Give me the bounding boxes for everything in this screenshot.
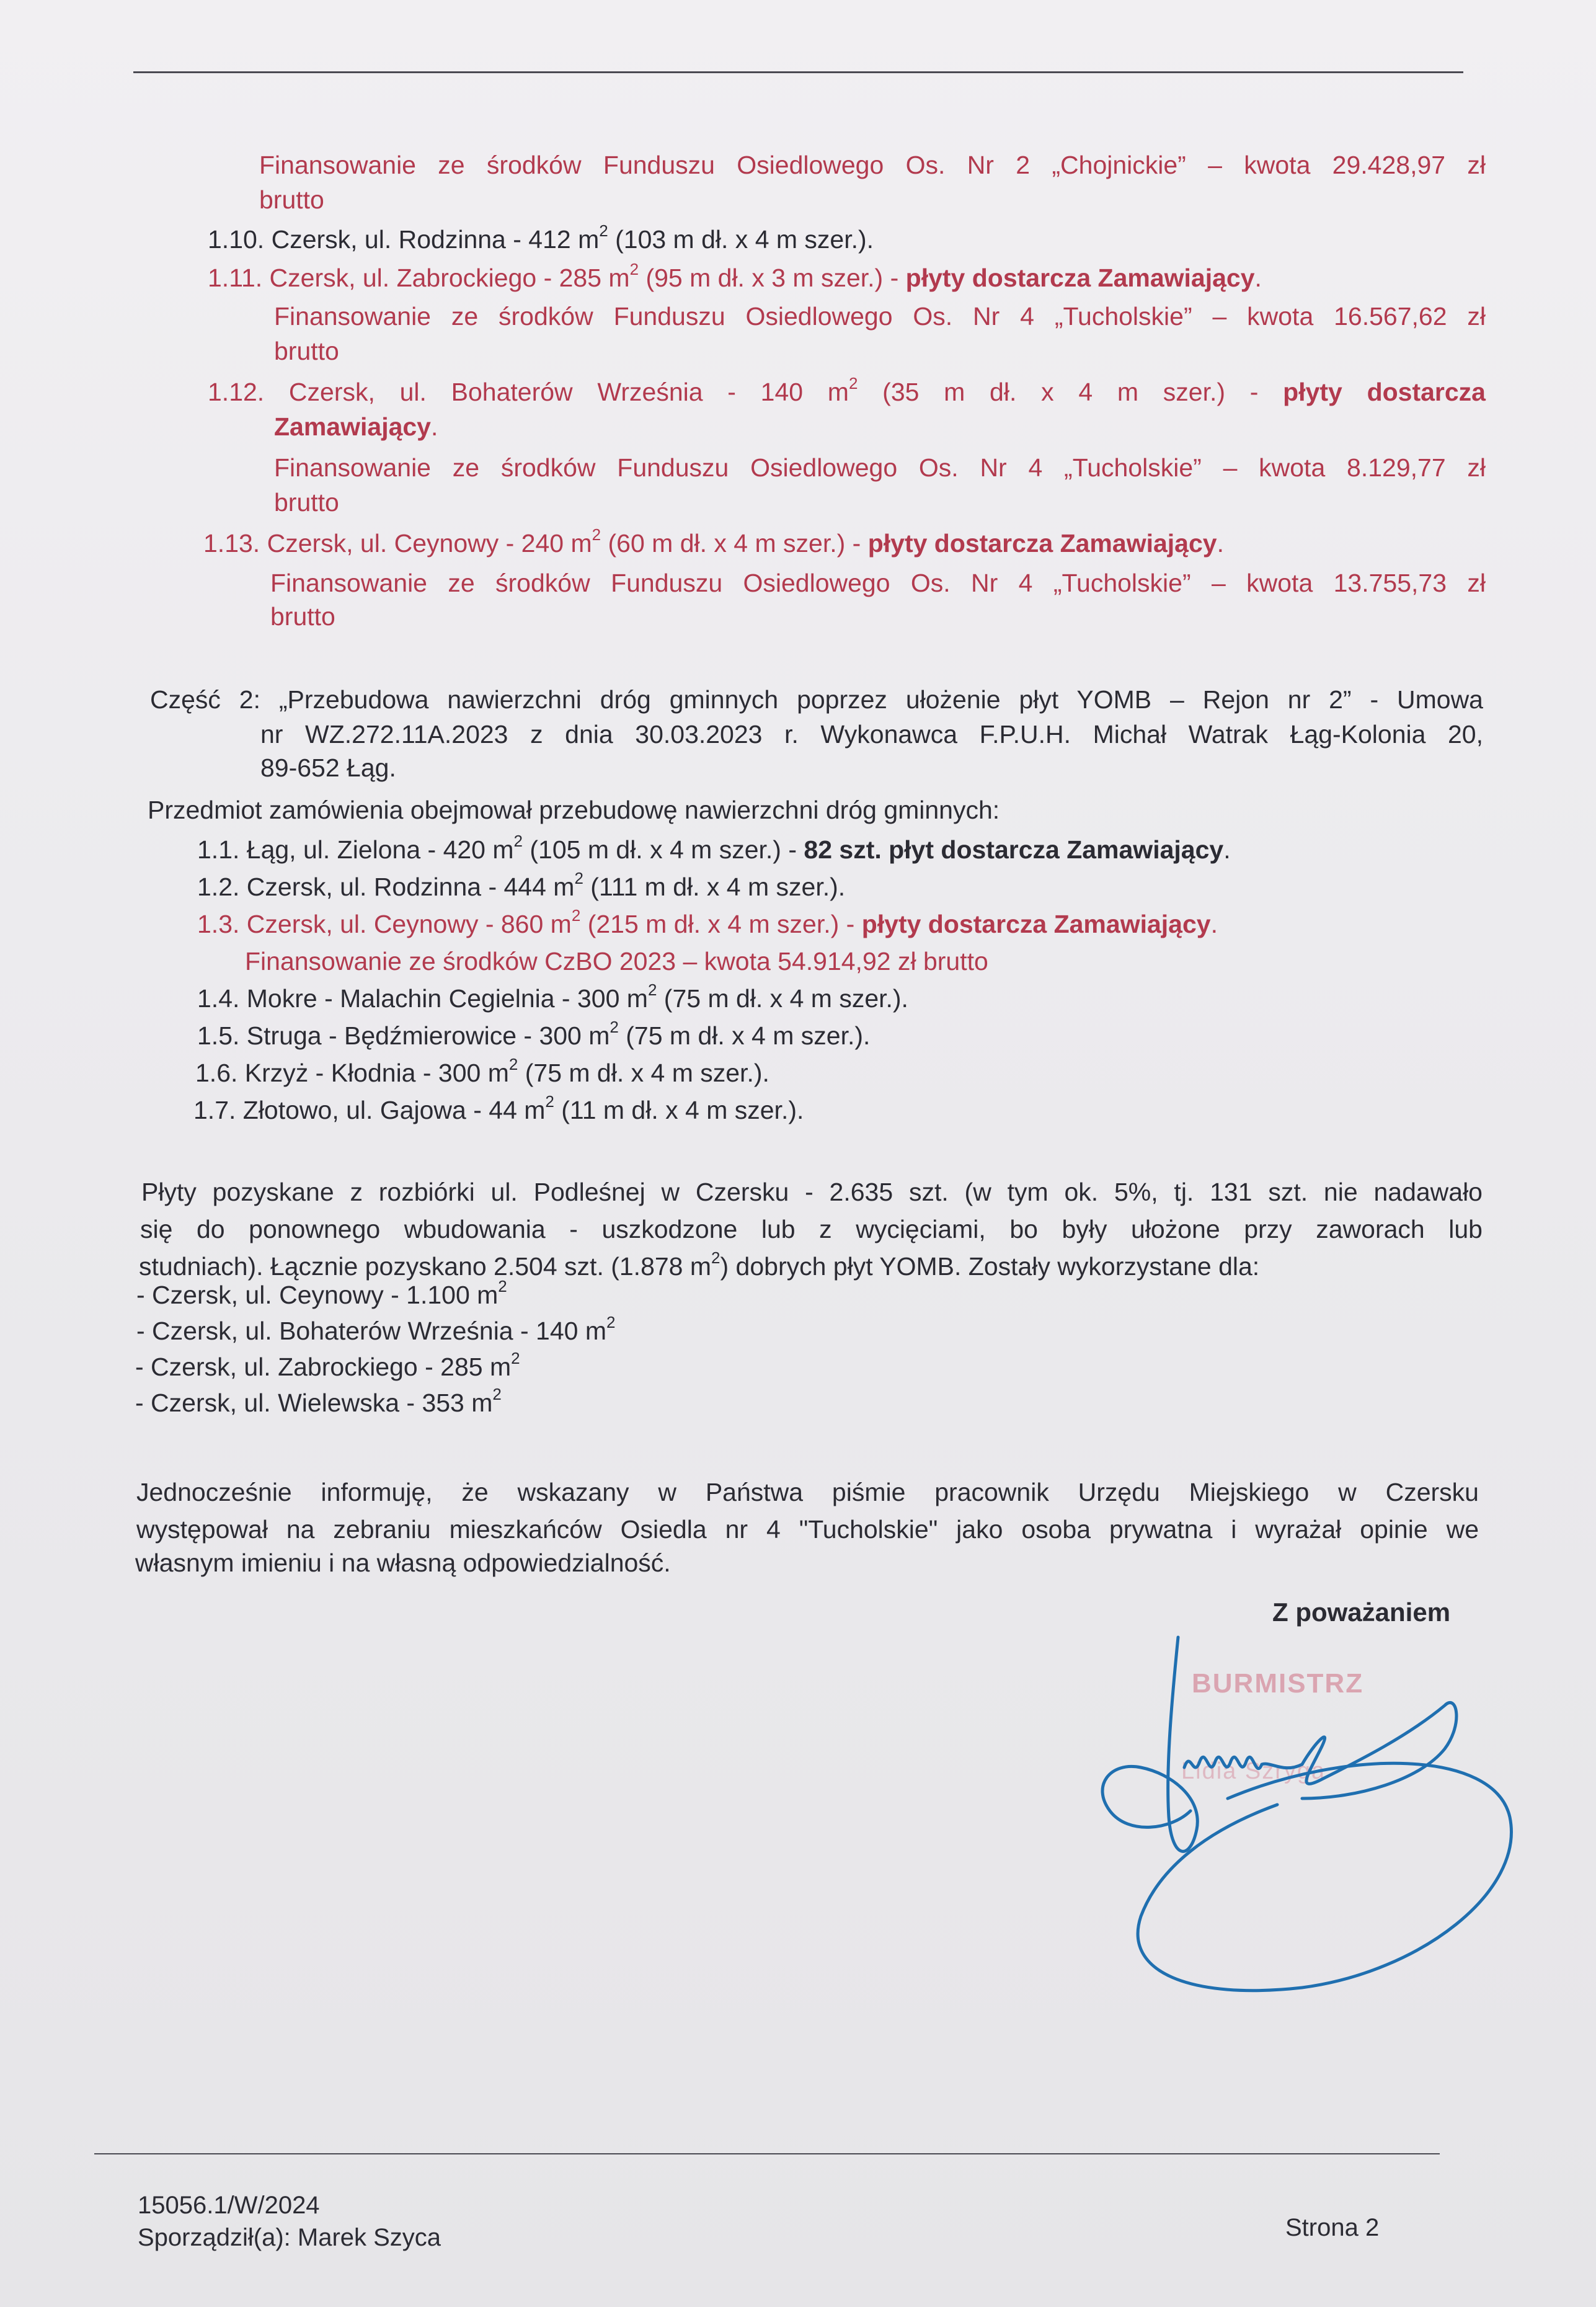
funding-line-brutto: brutto (274, 337, 339, 365)
usage-item: - Czersk, ul. Ceynowy - 1.100 $m^2$ (136, 1277, 507, 1309)
prepared-by: Sporządził(a): Marek Szyca (138, 2224, 441, 2251)
funding-line-brutto: brutto (274, 488, 339, 517)
supplier-note: płyty dostarcza Zamawiający (905, 264, 1255, 292)
plates-paragraph: Płyty pozyskane z rozbiórki ul. Podleśnej w Czersku - 2.635 szt. (w tym ok. 5%, tj. 131 szt. nie nadawało (141, 1178, 1483, 1206)
funding-line: Finansowanie ze środków Funduszu Osiedlowego Os. Nr 2 „Chojnickie” – kwota 29.428,97 zł (259, 151, 1486, 179)
funding-line: Finansowanie ze środków Funduszu Osiedlowego Os. Nr 4 „Tucholskie” – kwota 16.567,62 zł (274, 302, 1486, 331)
list-item-1-5: 1.5. Struga - Będźmierowice - 300 $m^2$ (75 m dł. x 4 m szer.). (197, 1018, 871, 1050)
list-item-1-6: 1.6. Krzyż - Kłodnia - 300 $m^2$ (75 m dł. x 4 m szer.). (195, 1055, 769, 1087)
footer-rule (94, 2153, 1440, 2154)
stamp-name: Lidia Szryga (1181, 1758, 1326, 1784)
list-item-1-11: 1.11. Czersk, ul. Zabrockiego - 285 $m^2$ (95 m dł. x 3 m szer.) - płyty dostarcza Zamawiający. (208, 260, 1262, 292)
page-number: Strona 2 (1285, 2214, 1380, 2241)
funding-line: Finansowanie ze środków Funduszu Osiedlowego Os. Nr 4 „Tucholskie” – kwota 13.755,73 zł (270, 569, 1486, 597)
list-item-1-1: 1.1. Łąg, ul. Zielona - 420 $m^2$ (105 m dł. x 4 m szer.) - 82 szt. płyt dostarcza Zamawiający. (197, 832, 1231, 864)
list-item-1-10: 1.10. Czersk, ul. Rodzinna - 412 $m^2$ (103 m dł. x 4 m szer.). (208, 221, 874, 254)
part2-heading: 89-652 Łąg. (260, 753, 396, 782)
supplier-note: płyty dostarcza (1283, 378, 1486, 406)
document-reference: 15056.1/W/2024 (138, 2192, 320, 2219)
list-item-1-12: 1.12. Czersk, ul. Bohaterów Września - 140 $m^2$ (35 m dł. x 4 m szer.) - płyty dostarcza (208, 374, 1486, 406)
part2-intro: Przedmiot zamówienia obejmował przebudowę nawierzchni dróg gminnych: (148, 796, 1000, 824)
funding-line-brutto: brutto (259, 185, 324, 214)
plates-paragraph: się do ponownego wbudowania - uszkodzone lub z wycięciami, bo były ułożone przy zaworach lub (140, 1215, 1483, 1243)
funding-line: Finansowanie ze środków CzBO 2023 – kwota 54.914,92 zł brutto (245, 947, 988, 976)
info-paragraph: występował na zebraniu mieszkańców Osiedla nr 4 "Tucholskie" jako osoba prywatna i wyrażał opinie we (136, 1515, 1479, 1544)
list-item-1-2: 1.2. Czersk, ul. Rodzinna - 444 $m^2$ (111 m dł. x 4 m szer.). (197, 869, 846, 901)
info-paragraph: Jednocześnie informuję, że wskazany w Państwa piśmie pracownik Urzędu Miejskiego w Czersku (136, 1478, 1479, 1506)
list-item-1-7: 1.7. Złotowo, ul. Gajowa - 44 $m^2$ (11 m dł. x 4 m szer.). (193, 1092, 804, 1124)
usage-item: - Czersk, ul. Wielewska - 353 $m^2$ (135, 1385, 502, 1417)
supplier-note: płyty dostarcza Zamawiający (861, 910, 1211, 938)
list-item-1-3: 1.3. Czersk, ul. Ceynowy - 860 $m^2$ (215 m dł. x 4 m szer.) - płyty dostarcza Zamawiający. (197, 906, 1218, 938)
usage-item: - Czersk, ul. Zabrockiego - 285 $m^2$ (135, 1349, 520, 1381)
list-item-1-13: 1.13. Czersk, ul. Ceynowy - 240 $m^2$ (60 m dł. x 4 m szer.) - płyty dostarcza Zamawiający. (203, 525, 1224, 558)
list-item-1-12-cont: Zamawiający. (274, 412, 438, 441)
signature (1097, 1625, 1532, 1997)
top-rule (133, 71, 1463, 73)
part2-heading: nr WZ.272.11A.2023 z dnia 30.03.2023 r. Wykonawca F.P.U.H. Michał Watrak Łąg-Kolonia 20, (260, 720, 1483, 749)
supplier-note: płyty dostarcza Zamawiający (867, 529, 1217, 558)
funding-line-brutto: brutto (270, 602, 335, 631)
list-item-1-4: 1.4. Mokre - Malachin Cegielnia - 300 $m^2$ (75 m dł. x 4 m szer.). (197, 980, 908, 1013)
funding-line: Finansowanie ze środków Funduszu Osiedlowego Os. Nr 4 „Tucholskie” – kwota 8.129,77 zł (274, 453, 1486, 482)
closing-salutation: Z poważaniem (1272, 1598, 1451, 1627)
info-paragraph: własnym imieniu i na własną odpowiedzialność. (135, 1549, 671, 1577)
plates-paragraph: studniach). Łącznie pozyskano 2.504 szt. (1.878 $m^2$) dobrych płyt YOMB. Zostały wykorzystane dla: (139, 1248, 1260, 1281)
stamp-title: BURMISTRZ (1192, 1668, 1364, 1699)
usage-item: - Czersk, ul. Bohaterów Września - 140 $m^2$ (136, 1313, 616, 1345)
part2-heading: Część 2: „Przebudowa nawierzchni dróg gminnych poprzez ułożenie płyt YOMB – Rejon nr 2” - Umowa (150, 685, 1483, 714)
supplier-note: 82 szt. płyt dostarcza Zamawiający (804, 835, 1224, 864)
